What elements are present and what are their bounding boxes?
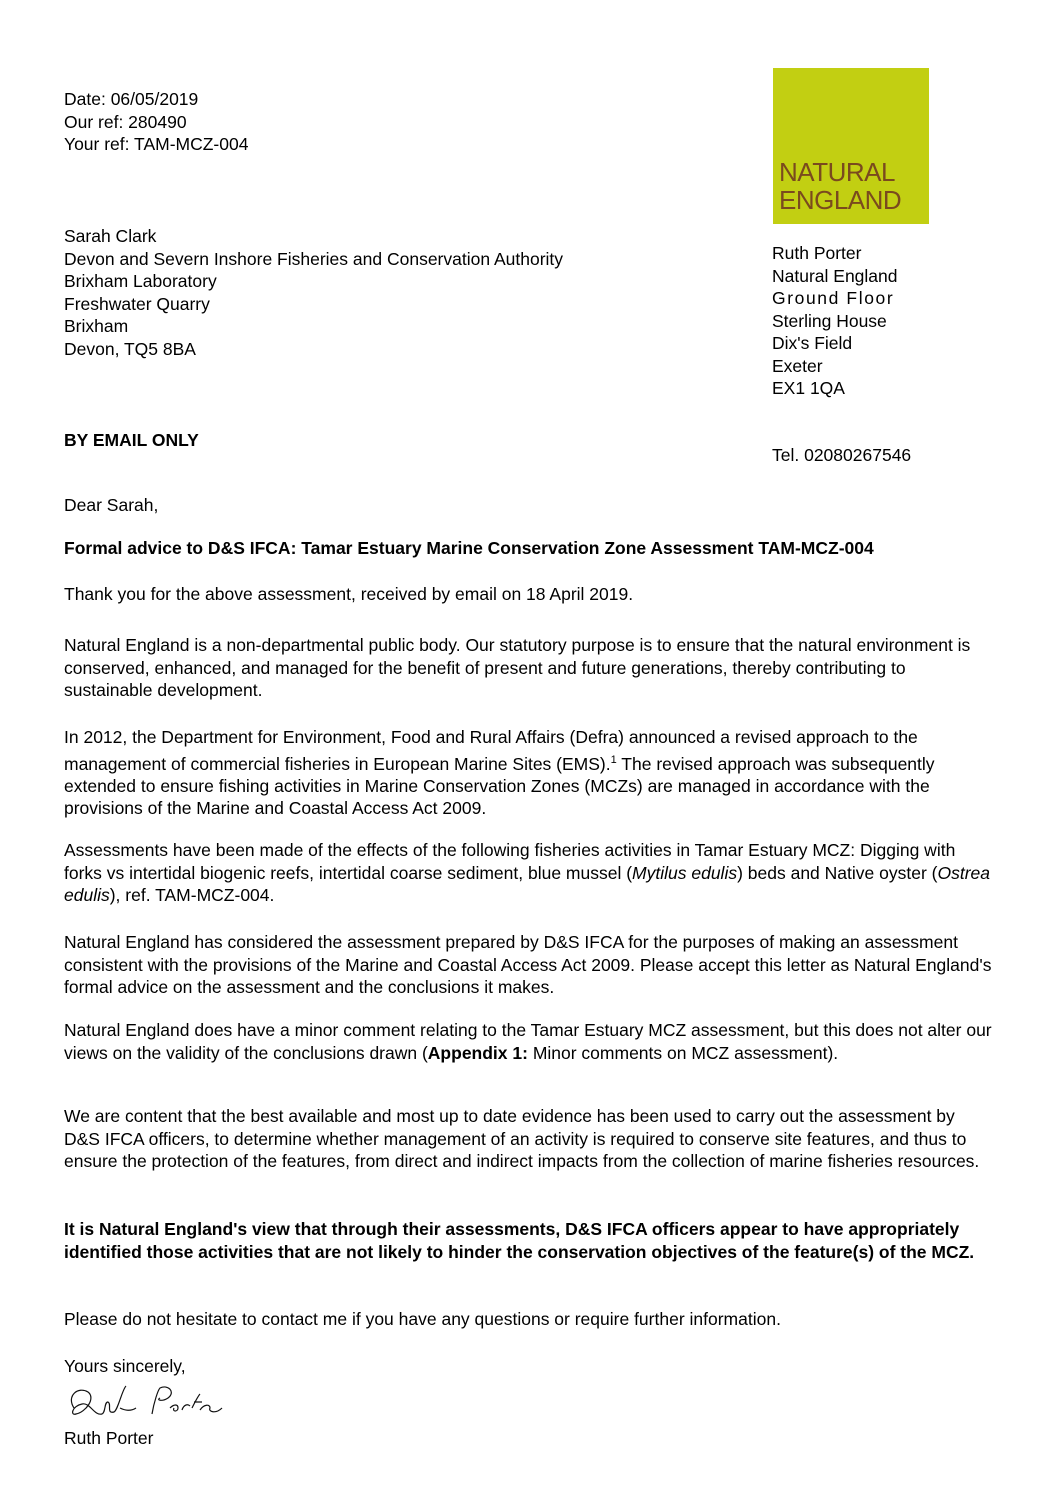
sender-postcode: EX1 1QA <box>772 378 845 398</box>
salutation: Dear Sarah, <box>64 495 159 515</box>
sender-street: Dix's Field <box>772 333 853 353</box>
recipient-line: Sarah Clark <box>64 226 157 246</box>
appendix-reference: Appendix 1: <box>427 1042 528 1063</box>
letter-date: Date: 06/05/2019 <box>64 89 199 109</box>
body-paragraph-9: Please do not hesitate to contact me if you have any questions or require further information. <box>64 1309 781 1329</box>
sender-city: Exeter <box>772 355 823 376</box>
by-email-notice: BY EMAIL ONLY <box>64 430 199 450</box>
recipient-line: Brixham Laboratory <box>64 271 217 291</box>
your-reference: Your ref: TAM-MCZ-004 <box>64 134 249 154</box>
body-paragraph-7: We are content that the best available and most up to date evidence has been used to carry out the assessment by D&S IFCA officers, to determine whether management of an activity is required to conserve site features, and thus to ensure the protection of the features, from direct and indirect impacts from the collection of marine fisheries resources. <box>64 1106 980 1171</box>
our-reference: Our ref: 280490 <box>64 111 187 132</box>
reference-block <box>64 88 248 156</box>
body-paragraph-3 <box>64 726 994 820</box>
signer-name: Ruth Porter <box>64 1428 154 1448</box>
paragraph-text: In 2012, the Department for Environment, Food and Rural Affairs (Defra) announced a revised approach to the management of commercial fisheries in European Marine Sites (EMS). <box>64 727 918 774</box>
paragraph-text: Assessments have been made of the effects of the following fisheries activities in Tamar Estuary MCZ: Digging with forks vs intertidal biogenic reefs, intertidal coarse sediment, blue mussel ( <box>64 840 956 883</box>
paragraph-text: Minor comments on MCZ assessment). <box>527 1042 839 1063</box>
logo-wordmark <box>779 158 901 214</box>
sign-off: Yours sincerely, <box>64 1356 186 1376</box>
species-name: Ostrea edulis <box>64 862 990 905</box>
recipient-line: Freshwater Quarry <box>64 293 210 314</box>
body-paragraph-5: Natural England has considered the assessment prepared by D&S IFCA for the purposes of making an assessment consistent with the provisions of the Marine and Coastal Access Act 2009. Please accept this letter as Natural England's formal advice on the assessment and the conclusions it makes. <box>64 932 992 997</box>
natural-england-logo <box>773 68 929 224</box>
recipient-line: Devon, TQ5 8BA <box>64 338 196 359</box>
logo-line-2: ENGLAND <box>779 185 902 215</box>
paragraph-text: ) beds and Native oyster ( <box>737 862 938 883</box>
footnote-marker: 1 <box>610 753 617 766</box>
body-paragraph-6 <box>64 1019 994 1064</box>
logo-line-1: NATURAL <box>779 157 895 187</box>
species-name: Mytilus edulis <box>632 862 738 883</box>
sender-address <box>772 242 898 400</box>
handwritten-signature <box>60 1378 240 1426</box>
sender-org: Natural England <box>772 265 898 286</box>
recipient-address <box>64 225 563 360</box>
paragraph-text: ), ref. TAM-MCZ-004. <box>109 885 275 905</box>
body-paragraph-1: Thank you for the above assessment, received by email on 18 April 2019. <box>64 584 634 604</box>
sender-building: Sterling House <box>772 310 887 331</box>
letter-subject: Formal advice to D&S IFCA: Tamar Estuary Marine Conservation Zone Assessment TAM-MCZ-004 <box>64 538 874 558</box>
body-paragraph-8: It is Natural England's view that through their assessments, D&S IFCA officers appear to have appropriately identified those activities that are not likely to hinder the conservation objectives of the feature(s) of the MCZ. <box>64 1219 975 1262</box>
paragraph-text: Natural England does have a minor comment relating to the Tamar Estuary MCZ assessment, but this does not alter our views on the validity of the conclusions drawn ( <box>64 1020 992 1063</box>
body-paragraph-4 <box>64 839 994 907</box>
body-paragraph-2: Natural England is a non-departmental public body. Our statutory purpose is to ensure that the natural environment is conserved, enhanced, and managed for the benefit of present and future generations, thereby contributing to sustainable development. <box>64 635 971 700</box>
sender-telephone: Tel. 02080267546 <box>772 445 912 465</box>
paragraph-text: The revised approach was subsequently extended to ensure fishing activities in Marine Conservation Zones (MCZs) are managed in accordance with the provisions of the Marine and Coastal Access Act 2009. <box>64 753 935 819</box>
recipient-line: Devon and Severn Inshore Fisheries and Conservation Authority <box>64 248 564 269</box>
sender-name: Ruth Porter <box>772 243 862 263</box>
sender-floor: Ground Floor <box>772 288 895 308</box>
recipient-line: Brixham <box>64 316 129 336</box>
